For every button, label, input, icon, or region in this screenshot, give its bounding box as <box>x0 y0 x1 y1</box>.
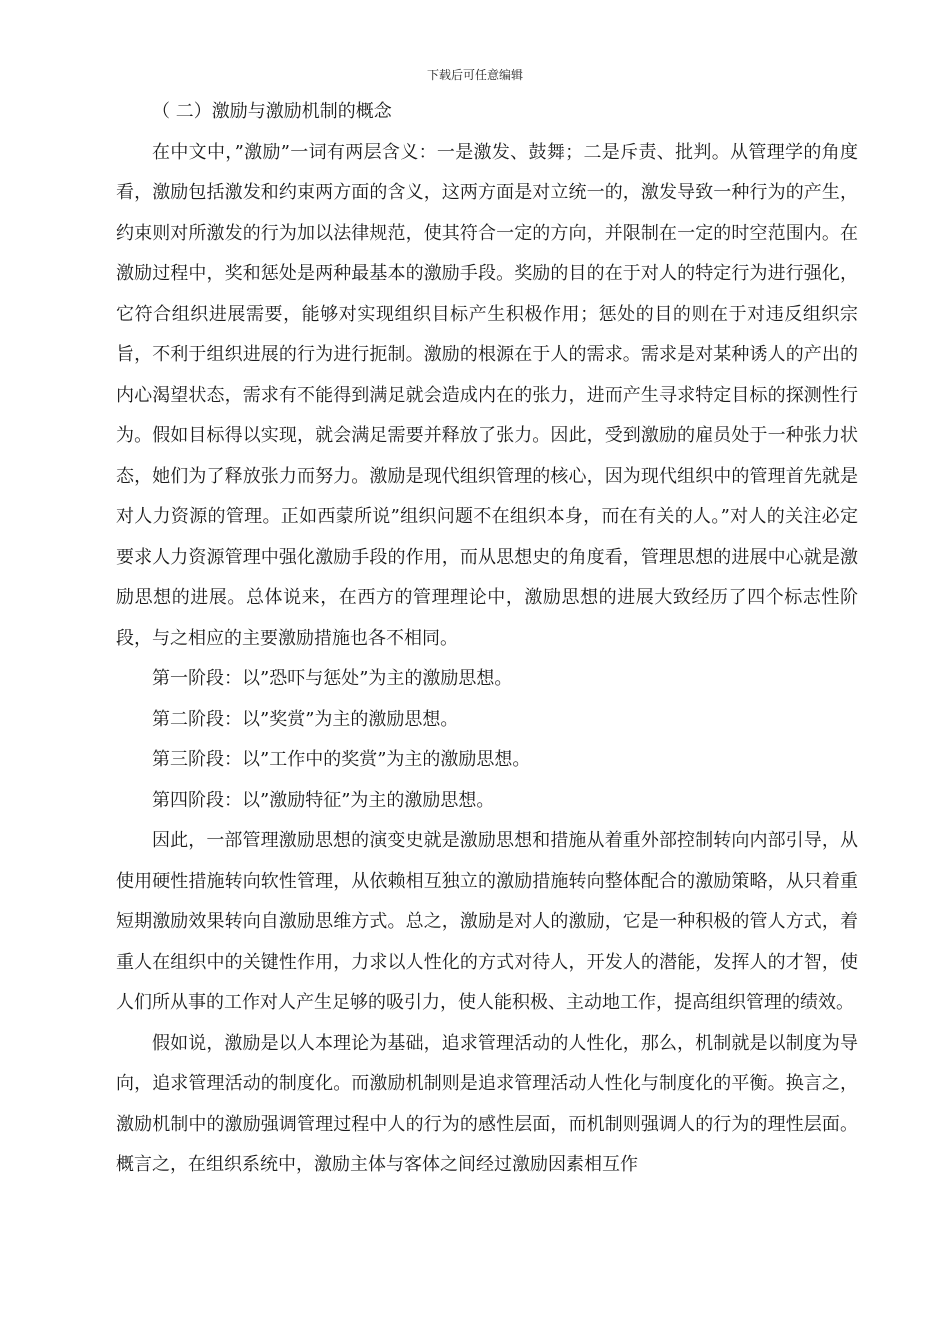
paragraph-3: 假如说，激励是以人本理论为基础，追求管理活动的人性化，那么，机制就是以制度为导向，追求管理活动的制度化。而激励机制则是追求管理活动人性化与制度化的平衡。换言之，激励机制中的激励强调管理过程中人的行为的感性层面，而机制则强调人的行为的理性层面。概言之，在组织系统中，激励主体与客体之间经过激励因素相互作 <box>116 1032 858 1175</box>
section-heading: （ 二）激励与激励机制的概念 <box>152 101 392 122</box>
stage-4-line: 第四阶段：以”激励特征”为主的激励思想。 <box>152 789 495 811</box>
document-body <box>116 92 858 1186</box>
stage-3-line: 第三阶段：以”工作中的奖赏”为主的激励思想。 <box>152 749 531 770</box>
stage-1-line: 第一阶段：以”恐吓与惩处”为主的激励思想。 <box>152 668 513 689</box>
paragraph-2: 因此，一部管理激励思想的演变史就是激励思想和措施从着重外部控制转向内部引导，从使用硬性措施转向软性管理，从依赖相互独立的激励措施转向整体配合的激励策略，从只着重短期激励效果转向自激励思维方式。总之，激励是对人的激励，它是一种积极的管人方式，着重人在组织中的关键性作用，力求以人性化的方式对待人，开发人的潜能，发挥人的才智，使人们所从事的工作对人产生足够的吸引力，使人能积极、主动地工作，提高组织管理的绩效。 <box>116 830 858 1013</box>
page-header: 下载后可任意编辑 <box>426 68 523 82</box>
paragraph-1: 在中文中，”激励”一词有两层含义：一是激发、鼓舞；二是斥责、批判。从管理学的角度看，激励包括激发和约束两方面的含义，这两方面是对立统一的，激发导致一种行为的产生，约束则对所激发的行为加以法律规范，使其符合一定的方向，并限制在一定的时空范围内。在激励过程中，奖和惩处是两种最基本的激励手段。奖励的目的在于对人的特定行为进行强化，它符合组织进展需要，能够对实现组织目标产生积极作用；惩处的目的则在于对违反组织宗旨，不利于组织进展的行为进行扼制。激励的根源在于人的需求。需求是对某种诱人的产出的内心渴望状态，需求有不能得到满足就会造成内在的张力，进而产生寻求特定目标的探测性行为。假如目标得以实现，就会满足需要并释放了张力。因此，受到激励的雇员处于一种张力状态，她们为了释放张力而努力。激励是现代组织管理的核心，因为现代组织中的管理首先就是对人力资源的管理。正如西蒙所说”组织问题不在组织本身，而在有关的人。”对人的关注必定要求人力资源管理中强化激励手段的作用，而从思想史的角度看，管理思想的进展中心就是激励思想的进展。总体说来，在西方的管理理论中，激励思想的进展大致经历了四个标志性阶段，与之相应的主要激励措施也各不相同。 <box>116 141 858 649</box>
stage-2-line: 第二阶段：以”奖赏”为主的激励思想。 <box>152 708 459 730</box>
